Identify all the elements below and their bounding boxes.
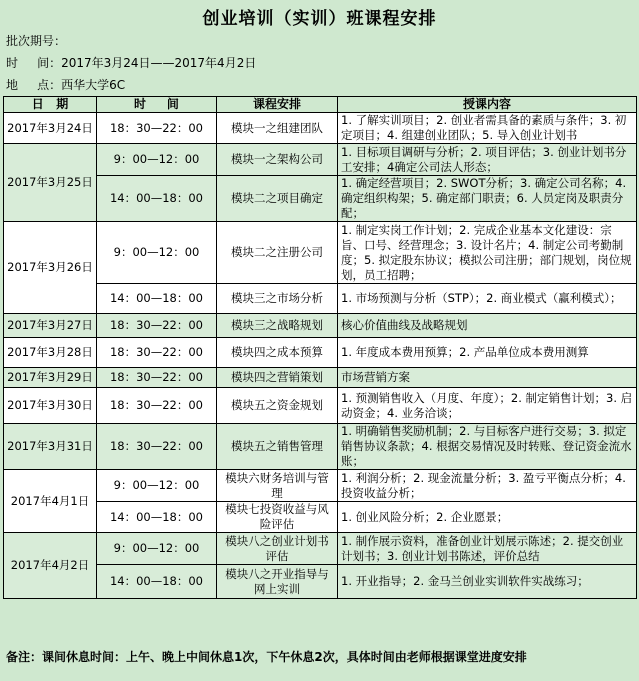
module-cell: 模块五之销售管理 xyxy=(217,424,338,470)
time-cell: 9：00—12：00 xyxy=(97,222,217,284)
date-cell: 2017年3月24日 xyxy=(4,113,97,144)
module-cell: 模块四之成本预算 xyxy=(217,338,338,368)
table-row xyxy=(4,368,637,388)
module-cell: 模块三之市场分析 xyxy=(217,284,338,314)
module-cell: 模块二之项目确定 xyxy=(217,176,338,222)
time-cell: 9：00—12：00 xyxy=(97,533,217,565)
date-cell: 2017年3月25日 xyxy=(4,144,97,222)
table-row xyxy=(4,470,637,502)
time-cell: 18：30—22：00 xyxy=(97,368,217,388)
module-cell: 模块八之开业指导与网上实训 xyxy=(217,565,338,599)
content-cell: 1. 制定实岗工作计划；2. 完成企业基本文化建设：宗旨、口号、经营理念；3. 设计名片；4. 制定公司考勤制度；5. 拟定股东协议；模拟公司注册；部门规划，岗位规划，员工招聘； xyxy=(338,222,637,284)
module-cell: 模块四之营销策划 xyxy=(217,368,338,388)
header-content: 授课内容 xyxy=(338,97,637,113)
time-cell: 14：00—18：00 xyxy=(97,565,217,599)
table-row xyxy=(4,388,637,424)
time-cell: 9：00—12：00 xyxy=(97,470,217,502)
time-cell: 14：00—18：00 xyxy=(97,284,217,314)
time-row xyxy=(6,54,256,71)
date-cell: 2017年3月28日 xyxy=(4,338,97,368)
table-row xyxy=(4,314,637,338)
footnote: 备注：课间休息时间：上午、晚上中间休息1次，下午休息2次，具体时间由老师根据课堂进度安排 xyxy=(6,650,527,664)
table-row xyxy=(4,338,637,368)
table-row xyxy=(4,284,637,314)
content-cell: 1. 利润分析；2. 现金流量分析；3. 盈亏平衡点分析；4. 投资收益分析； xyxy=(338,470,637,502)
content-cell: 1. 明确销售奖励机制；2. 与目标客户进行交易；3. 拟定销售协议条款；4. 根据交易情况及时转账、登记资金流水账； xyxy=(338,424,637,470)
header-module: 课程安排 xyxy=(217,97,338,113)
time-value: 2017年3月24日——2017年4月2日 xyxy=(61,56,257,70)
date-cell: 2017年3月27日 xyxy=(4,314,97,338)
table-row xyxy=(4,533,637,565)
time-cell: 18：30—22：00 xyxy=(97,113,217,144)
time-label: 时 间： xyxy=(6,56,62,70)
content-cell: 1. 确定经营项目；2. SWOT分析；3. 确定公司名称；4. 确定组织构架；5. 确定部门职责；6. 人员定岗及职责分配； xyxy=(338,176,637,222)
header-date: 日 期 xyxy=(4,97,97,113)
module-cell: 模块八之创业计划书评估 xyxy=(217,533,338,565)
table-row xyxy=(4,502,637,533)
content-cell: 1. 预测销售收入（月度、年度）；2. 制定销售计划；3. 启动资金；4. 业务洽谈； xyxy=(338,388,637,424)
place-value: 西华大学6C xyxy=(61,78,126,92)
header-time: 时 间 xyxy=(97,97,217,113)
content-cell: 1. 创业风险分析；2. 企业愿景； xyxy=(338,502,637,533)
schedule-table xyxy=(3,96,637,599)
table-row xyxy=(4,113,637,144)
module-cell: 模块三之战略规划 xyxy=(217,314,338,338)
content-cell: 市场营销方案 xyxy=(338,368,637,388)
batch-row xyxy=(6,32,66,49)
table-row xyxy=(4,222,637,284)
date-cell: 2017年4月1日 xyxy=(4,470,97,533)
content-cell: 1. 制作展示资料，准备创业计划展示陈述；2. 提交创业计划书；3. 创业计划书陈述，评价总结 xyxy=(338,533,637,565)
table-row xyxy=(4,424,637,470)
time-cell: 18：30—22：00 xyxy=(97,388,217,424)
time-cell: 18：30—22：00 xyxy=(97,338,217,368)
date-cell: 2017年3月30日 xyxy=(4,388,97,424)
module-cell: 模块五之资金规划 xyxy=(217,388,338,424)
content-cell: 1. 目标项目调研与分析；2. 项目评估；3. 创业计划书分工安排；4确定公司法人形态； xyxy=(338,144,637,176)
date-cell: 2017年3月31日 xyxy=(4,424,97,470)
module-cell: 模块七投资收益与风险评估 xyxy=(217,502,338,533)
batch-label: 批次期号： xyxy=(6,34,67,48)
content-cell: 1. 开业指导；2. 金马兰创业实训软件实战练习； xyxy=(338,565,637,599)
time-cell: 9：00—12：00 xyxy=(97,144,217,176)
date-cell: 2017年3月29日 xyxy=(4,368,97,388)
table-row xyxy=(4,565,637,599)
time-cell: 18：30—22：00 xyxy=(97,314,217,338)
content-cell: 1. 年度成本费用预算；2. 产品单位成本费用测算 xyxy=(338,338,637,368)
table-row xyxy=(4,176,637,222)
table-row xyxy=(4,144,637,176)
time-cell: 18：30—22：00 xyxy=(97,424,217,470)
content-cell: 核心价值曲线及战略规划 xyxy=(338,314,637,338)
page-title: 创业培训（实训）班课程安排 xyxy=(202,9,437,29)
time-cell: 14：00—18：00 xyxy=(97,176,217,222)
table-header-row xyxy=(4,97,637,113)
module-cell: 模块六财务培训与管理 xyxy=(217,470,338,502)
schedule-body xyxy=(4,113,637,599)
date-cell: 2017年3月26日 xyxy=(4,222,97,314)
place-label: 地 点： xyxy=(6,78,62,92)
module-cell: 模块一之组建团队 xyxy=(217,113,338,144)
time-cell: 14：00—18：00 xyxy=(97,502,217,533)
module-cell: 模块一之架构公司 xyxy=(217,144,338,176)
place-row xyxy=(6,76,125,93)
date-cell: 2017年4月2日 xyxy=(4,533,97,599)
module-cell: 模块二之注册公司 xyxy=(217,222,338,284)
content-cell: 1. 了解实训项目；2. 创业者需具备的素质与条件；3. 初定项目；4. 组建创业团队；5. 导入创业计划书 xyxy=(338,113,637,144)
content-cell: 1. 市场预测与分析（STP）；2. 商业模式（赢利模式）； xyxy=(338,284,637,314)
